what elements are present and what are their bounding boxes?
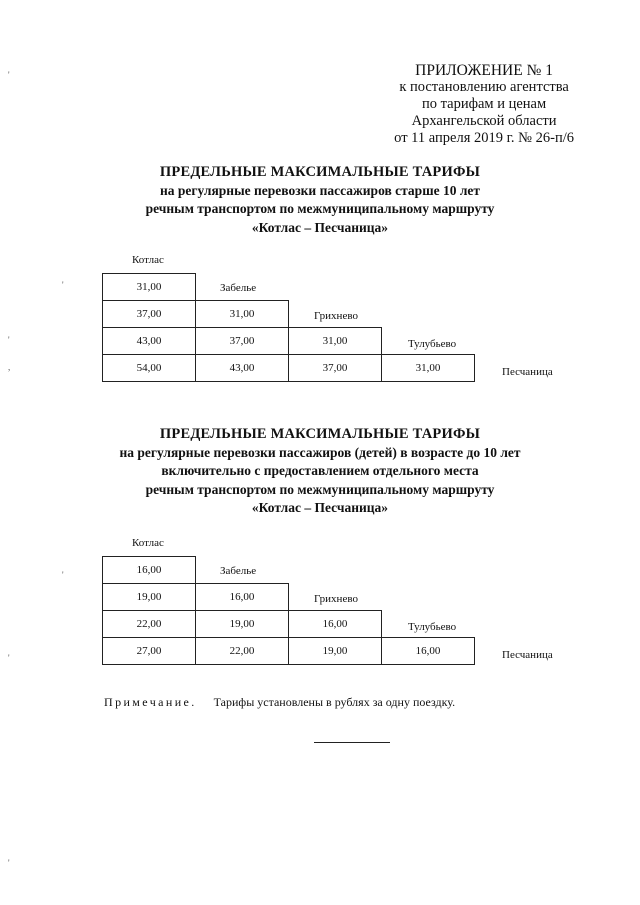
station-label: Грихнево [314,593,358,605]
tariff-cell: 43,00 [102,327,196,355]
tariff-cell: 31,00 [195,300,289,328]
station-label: Котлас [132,254,164,266]
station-label: Забелье [220,282,257,294]
margin-mark: ' [8,858,10,868]
note-label: Примечание. [104,695,197,709]
station-label: Грихнево [314,310,358,322]
tariff-cell: 22,00 [195,637,289,665]
heading-line: речным транспортом по межмуниципальному маршруту [145,201,495,216]
tariff-cell: 22,00 [102,610,196,638]
signature-line [314,742,390,743]
margin-mark: ' [8,70,10,80]
station-label: Песчаница [502,649,553,661]
heading-title: ПРЕДЕЛЬНЫЕ МАКСИМАЛЬНЫЕ ТАРИФЫ [159,426,481,442]
tariff-cell: 16,00 [102,556,196,584]
heading-line: на регулярные перевозки пассажиров старше 10 лет [159,182,481,198]
tariff-cell: 16,00 [381,637,475,665]
tariff-cell: 54,00 [102,354,196,382]
tariff-heading-children [0,425,640,518]
margin-mark: ' [8,653,10,663]
station-label: Песчаница [502,366,553,378]
note [104,695,455,710]
tariff-cell: 16,00 [195,583,289,611]
margin-mark: ' [62,570,64,580]
tariff-cell: 27,00 [102,637,196,665]
heading-line: речным транспортом по межмуниципальному маршруту [145,481,495,497]
tariff-cell: 19,00 [288,637,382,665]
station-label: Тулубьево [408,621,457,633]
appendix-block [394,62,574,147]
tariff-cell: 19,00 [102,583,196,611]
heading-title: ПРЕДЕЛЬНЫЕ МАКСИМАЛЬНЫЕ ТАРИФЫ [159,164,481,180]
note-text: Тарифы установлены в рублях за одну поездку. [213,695,456,709]
tariff-cell: 31,00 [102,273,196,301]
tariff-cell: 16,00 [288,610,382,638]
tariff-cell: 37,00 [102,300,196,328]
tariff-cell: 31,00 [381,354,475,382]
tariff-heading-adults [0,163,640,237]
station-label: Тулубьево [408,338,457,350]
appendix-line: к постановлению агентства [399,79,569,95]
tariff-cell: 31,00 [288,327,382,355]
margin-mark: ' [8,335,10,345]
heading-line: «Котлас – Песчаница» [251,219,389,235]
tariff-cell: 19,00 [195,610,289,638]
tariff-cell: 43,00 [195,354,289,382]
appendix-line: Архангельской области [411,113,557,129]
heading-line: на регулярные перевозки пассажиров (детей) в возрасте до 10 лет [119,444,521,460]
appendix-title: ПРИЛОЖЕНИЕ № 1 [415,62,553,79]
tariff-cell: 37,00 [195,327,289,355]
margin-mark: ' [62,280,64,290]
tariff-cell: 37,00 [288,354,382,382]
appendix-line: по тарифам и ценам [421,96,547,112]
margin-mark: , [8,362,11,372]
heading-line: включительно с предоставлением отдельного места [161,463,479,478]
heading-line: «Котлас – Песчаница» [251,500,389,515]
appendix-line: от 11 апреля 2019 г. № 26-п/6 [394,130,574,146]
station-label: Забелье [220,565,257,577]
station-label: Котлас [132,537,164,549]
